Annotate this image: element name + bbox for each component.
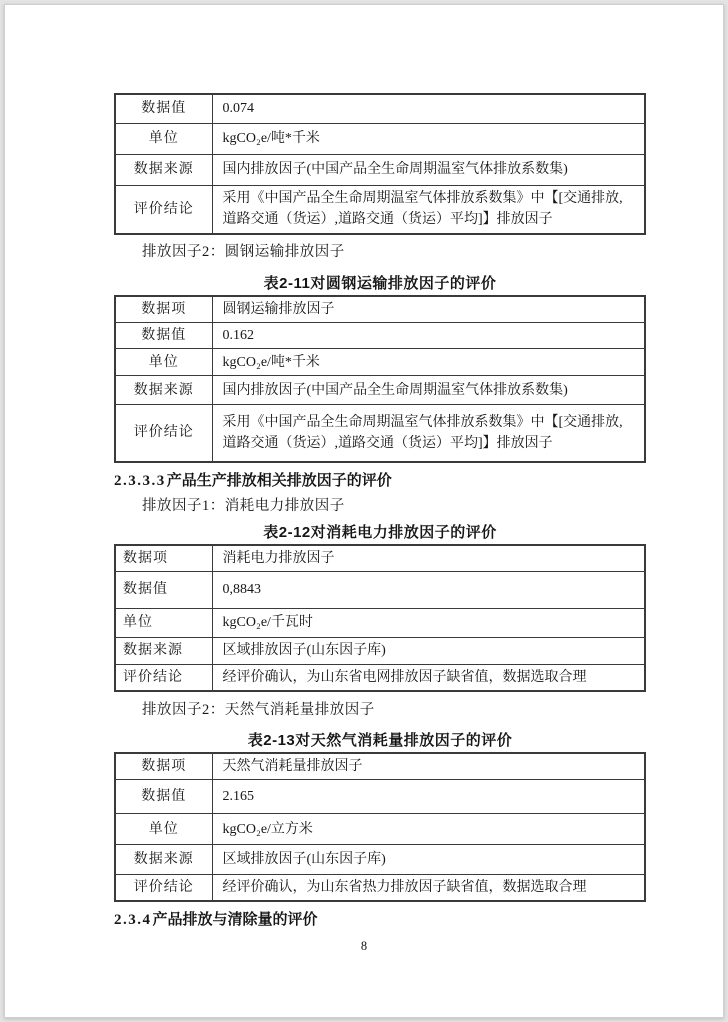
factor-intro-steel-transport: 排放因子2：圆钢运输排放因子	[142, 244, 345, 260]
factor-intro-electricity: 排放因子1：消耗电力排放因子	[142, 497, 345, 514]
table-row	[115, 875, 645, 902]
table-2-13-caption: 表2-13对天然气消耗量排放因子的评价	[247, 732, 513, 749]
table-row	[115, 154, 645, 185]
table-row	[115, 780, 645, 814]
table-row	[115, 545, 645, 572]
row-label: 数据项	[115, 296, 212, 323]
row-label: 数据来源	[115, 154, 212, 185]
row-label: 数据项	[115, 753, 212, 780]
row-value: 区域排放因子(山东因子库)	[212, 845, 645, 875]
document-page	[4, 4, 724, 1018]
page-number: 8	[360, 939, 368, 953]
row-value: 0.074	[212, 94, 645, 123]
row-label: 评价结论	[115, 875, 212, 902]
table-row	[115, 296, 645, 323]
table-2-11-caption: 表2-11对圆钢运输排放因子的评价	[263, 275, 497, 292]
table-continuation	[114, 93, 646, 235]
section-title: 产品生产排放相关排放因子的评价	[166, 471, 392, 489]
row-value: 国内排放因子(中国产品全生命周期温室气体排放系数集)	[212, 154, 645, 185]
table-row	[115, 637, 645, 664]
section-title: 产品排放与清除量的评价	[152, 911, 318, 928]
row-value: 国内排放因子(中国产品全生命周期温室气体排放系数集)	[212, 376, 645, 405]
section-heading-2333	[114, 471, 646, 491]
row-value: 采用《中国产品全生命周期温室气体排放系数集》中【[交通排放,道路交通（货运）,道路交通（货运）平均]】排放因子	[212, 185, 645, 234]
table-2-12-caption: 表2-12对消耗电力排放因子的评价	[263, 523, 497, 541]
row-label: 评价结论	[115, 405, 212, 462]
table-row	[115, 376, 645, 405]
row-value: 0.162	[212, 323, 645, 349]
row-label: 数据项	[115, 545, 212, 572]
row-value: 0,8843	[212, 571, 645, 608]
row-value: 采用《中国产品全生命周期温室气体排放系数集》中【[交通排放,道路交通（货运）,道路交通（货运）平均]】排放因子	[212, 405, 645, 462]
row-label: 数据值	[115, 94, 212, 123]
table-2-11	[114, 295, 646, 463]
row-label: 单位	[115, 814, 212, 845]
row-label: 数据值	[115, 780, 212, 814]
section-number: 2.3.4	[114, 912, 152, 928]
row-value: kgCO₂e/立方米	[212, 814, 645, 845]
table-row	[115, 608, 645, 637]
factor-intro-natural-gas: 排放因子2：天然气消耗量排放因子	[142, 702, 375, 718]
row-value: 天然气消耗量排放因子	[212, 753, 645, 780]
row-label: 单位	[115, 608, 212, 637]
row-label: 数据值	[115, 323, 212, 349]
row-label: 评价结论	[115, 664, 212, 691]
row-label: 单位	[115, 123, 212, 154]
row-value: 区域排放因子(山东因子库)	[212, 637, 645, 664]
row-value: kgCO₂e/吨*千米	[212, 123, 645, 154]
row-value: 经评价确认，为山东省电网排放因子缺省值，数据选取合理	[212, 664, 645, 691]
table-row	[115, 185, 645, 234]
row-value: kgCO₂e/千瓦时	[212, 608, 645, 637]
table-row	[115, 571, 645, 608]
table-row	[115, 323, 645, 349]
table-row	[115, 94, 645, 123]
row-value: 经评价确认，为山东省热力排放因子缺省值，数据选取合理	[212, 875, 645, 902]
table-row	[115, 664, 645, 691]
page-content	[114, 5, 646, 954]
row-label: 数据来源	[115, 376, 212, 405]
section-number: 2.3.3.3	[114, 472, 166, 489]
row-label: 数据值	[115, 571, 212, 608]
row-label: 数据来源	[115, 845, 212, 875]
table-row	[115, 845, 645, 875]
row-value: 2.165	[212, 780, 645, 814]
table-2-12	[114, 544, 646, 693]
table-row	[115, 349, 645, 376]
table-row	[115, 753, 645, 780]
table-row	[115, 123, 645, 154]
table-row	[115, 405, 645, 462]
row-value: 圆钢运输排放因子	[212, 296, 645, 323]
row-label: 评价结论	[115, 185, 212, 234]
section-heading-234	[114, 910, 646, 930]
row-value: kgCO₂e/吨*千米	[212, 349, 645, 376]
table-2-13	[114, 752, 646, 902]
row-value: 消耗电力排放因子	[212, 545, 645, 572]
row-label: 数据来源	[115, 637, 212, 664]
row-label: 单位	[115, 349, 212, 376]
table-row	[115, 814, 645, 845]
